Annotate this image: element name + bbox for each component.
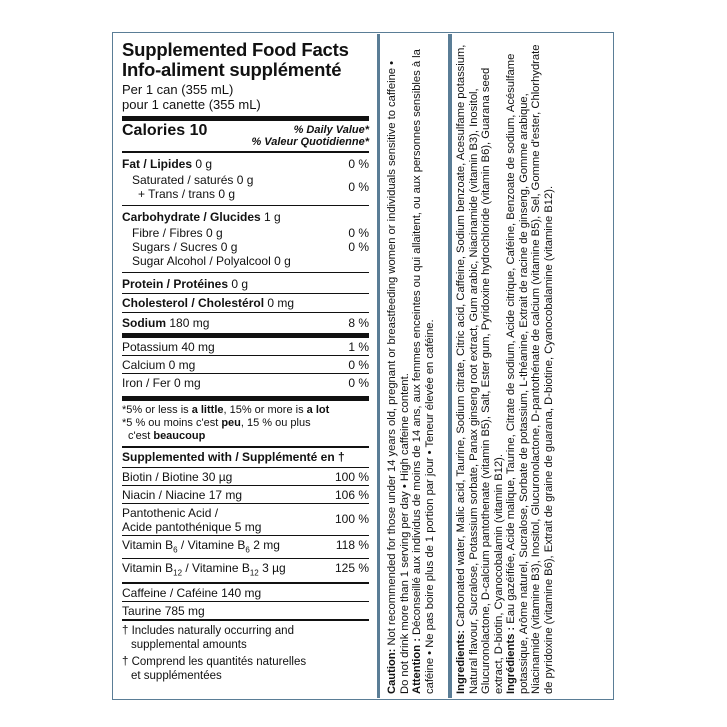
niacin-dv: 106 %: [334, 488, 369, 502]
nutrition-facts-panel: [114, 34, 380, 698]
caution-fr-bold: Attention :: [411, 638, 423, 694]
b6-sub: 6: [173, 545, 178, 555]
cholesterol-amount: 0 mg: [267, 296, 295, 310]
biotin-row: [122, 468, 369, 485]
saturated-row: [122, 173, 369, 205]
biotin-label: Biotin / Biotine 30 µg: [122, 470, 233, 484]
ingredients-fr-bold: Ingrédients :: [505, 626, 517, 694]
serving-en: Per 1 can (355 mL): [122, 82, 234, 97]
dagger-fr-2: et supplémentées: [131, 669, 222, 682]
sodium-dv: 8 %: [348, 316, 369, 330]
calcium-dv: 0 %: [348, 358, 369, 372]
calories: Calories 10: [122, 122, 208, 139]
carb-amount: 1 g: [264, 210, 281, 224]
b12-sub: 12: [249, 568, 259, 578]
sodium-amount: 180 mg: [169, 316, 210, 330]
fibre-row: [122, 226, 369, 240]
fat-dv: 0 %: [348, 157, 369, 171]
fn-text: , 15% or more is: [223, 404, 307, 416]
sugars-dv: 0 %: [348, 240, 369, 254]
serving-fr: pour 1 canette (355 mL): [122, 97, 261, 112]
trans-label: + Trans / trans 0 g: [138, 187, 236, 201]
calcium-row: [122, 356, 369, 373]
ingredients-text: [455, 44, 555, 694]
iron-label: Iron / Fer 0 mg: [122, 376, 201, 390]
niacin-row: [122, 486, 369, 503]
fat-amount: 0 g: [195, 157, 213, 171]
supplemented-header: Supplemented with / Supplémenté en †: [122, 450, 345, 464]
calories-row: [122, 121, 369, 148]
iron-dv: 0 %: [348, 376, 369, 390]
b12-text: / Vitamine B: [182, 561, 250, 576]
caffeine-row: [122, 584, 369, 601]
protein-label: Protein / Protéines: [122, 277, 229, 291]
caution-en: [386, 44, 411, 694]
dagger-fr: † Comprend les quantités naturelles: [122, 655, 307, 668]
sodium-label: Sodium: [122, 316, 166, 330]
cholesterol-row: [122, 294, 369, 312]
iron-row: [122, 374, 369, 392]
fn-text: *5 % ou moins c'est: [122, 417, 222, 429]
caffeine-label: Caffeine / Caféine 140 mg: [122, 585, 262, 600]
panto-dv: 100 %: [334, 512, 369, 526]
dagger-en: † Includes naturally occurring and: [122, 624, 294, 637]
b6-label: [122, 538, 280, 557]
fn-bold: a lot: [306, 404, 330, 416]
saturated-dv: 0 %: [348, 180, 369, 194]
protein-row: [122, 273, 369, 293]
dv-fr: % Valeur Quotidienne*: [251, 136, 369, 148]
b6-sub: 6: [245, 545, 250, 555]
sugars-label: Sugars / Sucres 0 g: [132, 240, 238, 254]
fn-text: c'est: [128, 430, 154, 442]
biotin-dv: 100 %: [334, 470, 369, 484]
pantothenic-row: [122, 504, 369, 535]
title-fr: Info-aliment supplémenté: [122, 59, 342, 80]
panto-label-fr: Acide pantothénique 5 mg: [122, 520, 262, 534]
ingredients-panel: [455, 36, 607, 696]
b6-text: 2 mg: [249, 538, 280, 552]
potassium-dv: 1 %: [348, 340, 369, 354]
b6-text: / Vitamine B: [177, 538, 246, 552]
ingredients-en-text: Carbonated water, Malic acid, Taurine, Sodium citrate, Citric acid, Caffeine, Sodium benzoate, Acesulfame potassium, Natural flavour, Sucralose, Potassium sorbate, Panax ginseng root extract, Gum arabic, Niacinamide (vitamin B3), Inositol, Glucuronolactone, D-calcium pantothenate (vitamin B5), Salt, Ester gum, Pyridoxine hydrochloride (vitamin B6), Guarana seed extract, D-biotin, Cyanocobalamin (vitamin B12).: [455, 44, 505, 694]
cholesterol-label: Cholesterol / Cholestérol: [122, 296, 265, 310]
sugar-alcohol-row: [122, 254, 369, 272]
fibre-label: Fibre / Fibres 0 g: [132, 226, 223, 240]
dagger-en-2: supplemental amounts: [131, 638, 247, 651]
sodium-row: [122, 313, 369, 332]
b6-row: [122, 536, 369, 558]
b12-text: 3 µg: [258, 561, 286, 576]
fat-row: [122, 153, 369, 173]
ingredients-en-bold: Ingredients:: [455, 629, 467, 694]
b6-text: Vitamin B: [122, 538, 174, 552]
dv-header: [251, 124, 369, 148]
sugar-alcohol-label: Sugar Alcohol / Polyalcool 0 g: [132, 254, 291, 268]
fn-bold: beaucoup: [153, 430, 206, 442]
footnote-en: [122, 404, 369, 417]
fn-text: , 15 % ou plus: [240, 417, 311, 429]
fn-bold: a little: [191, 404, 224, 416]
calcium-label: Calcium 0 mg: [122, 358, 196, 372]
b12-sub: 12: [173, 568, 183, 578]
ingredients-fr: [505, 44, 555, 694]
footnote-fr: [122, 417, 369, 430]
taurine-label: Taurine 785 mg: [122, 603, 205, 618]
b12-row: [122, 559, 369, 581]
dagger-footnote: [122, 621, 369, 686]
caution-en-text: Not recommended for those under 14 years old, pregnant or breastfeeding women or individuals sensitive to caffeine • Do not drink more than 1 serving per day • High caffeine content.: [386, 60, 411, 694]
ingredients-fr-text: Eau gazéifiée, Acide malique, Taurine, Citrate de sodium, Acide citrique, Caféine, Benzoate de sodium, Acésulfame potassique, Arôme naturel, Sucralose, Sorbate de potassium, L-théanine, Extrait de racine de ginseng, Gomme arabique, Niacinamide (vitamine B3), Inositol, Glucuronolactone, D-pantothénate de calcium (vitamine B5), Sel, Gomme d'ester, Chlorhydrate de pyridoxine (vitamine B6), Extrait de graine de guarana, D-biotine, Cyanocobalamine (vitamine B12).: [505, 44, 555, 694]
footnote-fr-2: [122, 430, 369, 443]
b6-dv: 118 %: [335, 538, 369, 552]
caution-panel: [386, 36, 446, 696]
panel-divider: [448, 34, 452, 698]
b12-dv: 125 %: [334, 561, 369, 576]
caution-text: [386, 44, 436, 694]
b12-label: [122, 561, 286, 580]
potassium-label: Potassium 40 mg: [122, 340, 215, 354]
dv-en: % Daily Value*: [293, 124, 369, 136]
ingredients-en: [455, 44, 505, 694]
title-en: Supplemented Food Facts: [122, 39, 349, 60]
caution-fr: [411, 44, 436, 694]
fn-text: *5% or less is: [122, 404, 192, 416]
carb-row: [122, 206, 369, 226]
dv-footnote: [122, 401, 369, 446]
fibre-dv: 0 %: [348, 226, 369, 240]
potassium-row: [122, 338, 369, 355]
protein-amount: 0 g: [231, 277, 249, 291]
b12-text: Vitamin B: [122, 561, 174, 576]
sugars-row: [122, 240, 369, 254]
caution-en-bold: Caution:: [386, 648, 398, 694]
caution-fr-text: Déconseillé aux individus de moins de 14 ans, aux femmes enceintes ou qui allaitent, ou aux personnes sensibles à la caféine • Ne pas boire plus de 1 portion par jour • Teneur élevée en caféine.: [411, 49, 436, 694]
fat-label: Fat / Lipides: [122, 157, 193, 171]
carb-label: Carbohydrate / Glucides: [122, 210, 261, 224]
taurine-row: [122, 602, 369, 619]
saturated-label: Saturated / saturés 0 g: [132, 173, 254, 187]
fn-bold: peu: [221, 417, 241, 429]
panto-label: Pantothenic Acid /: [122, 506, 219, 520]
niacin-label: Niacin / Niacine 17 mg: [122, 488, 243, 502]
